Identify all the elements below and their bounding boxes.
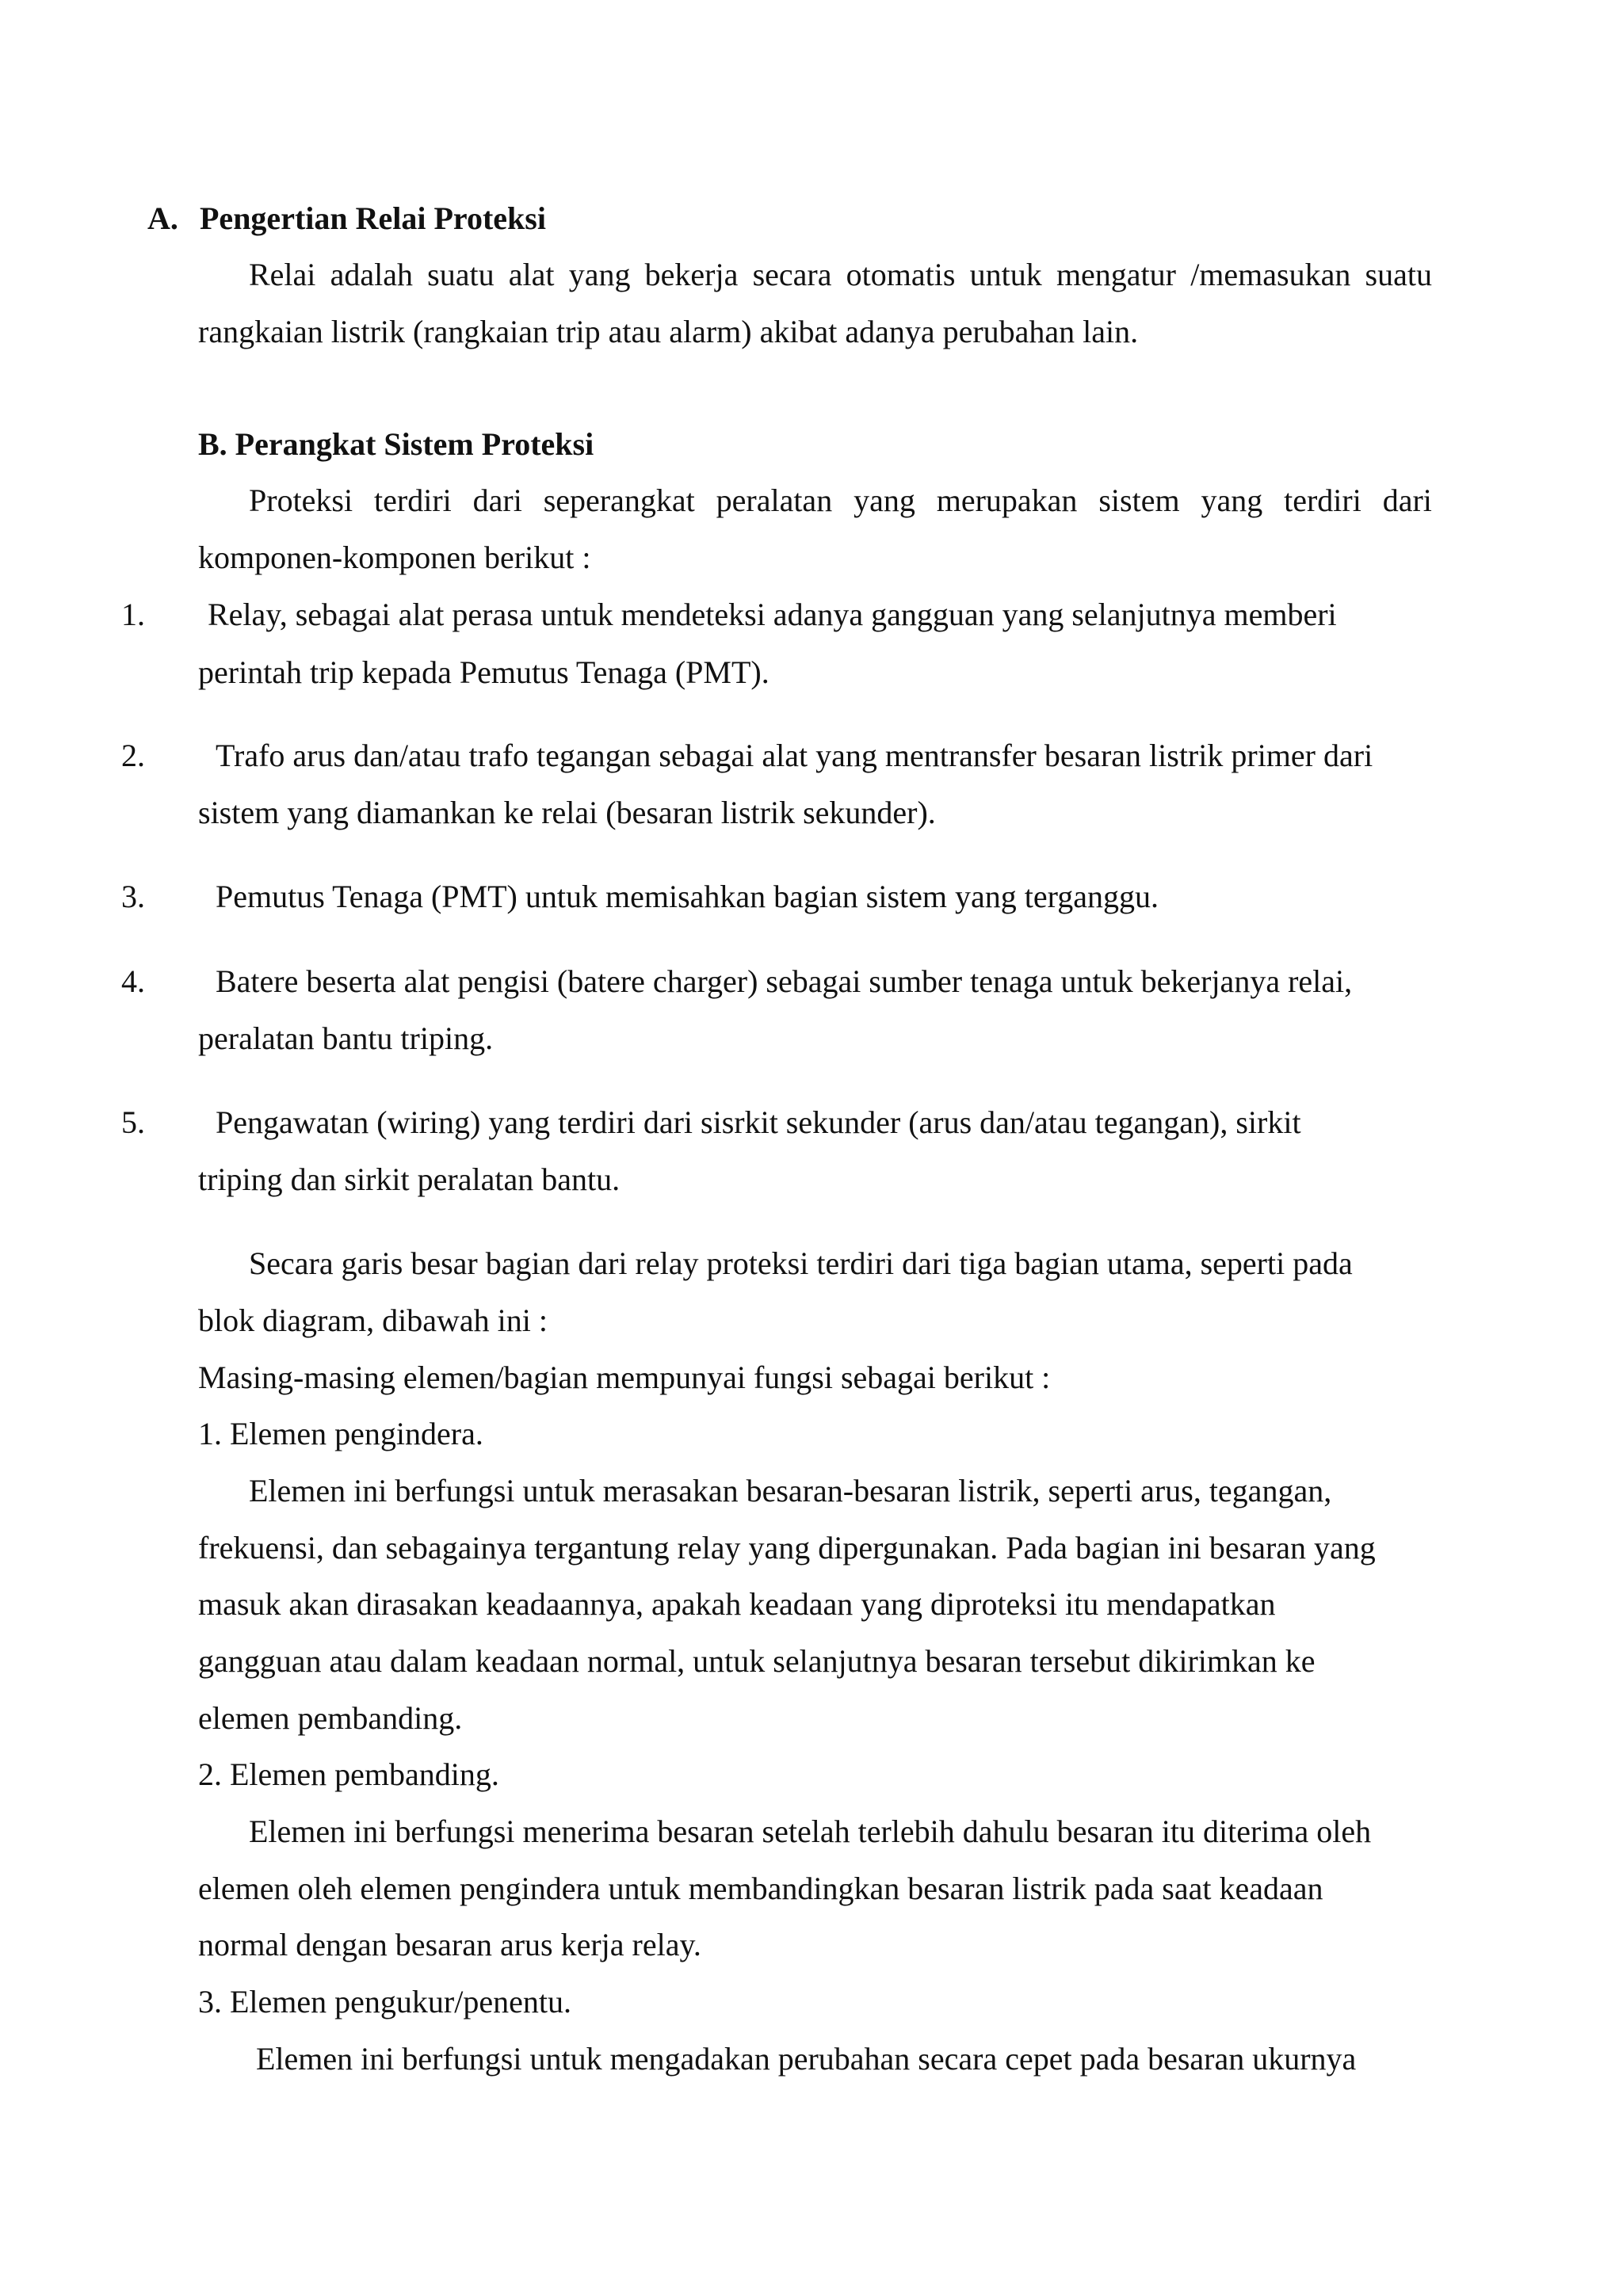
section-b-paragraph-line-2: komponen-komponen berikut :: [198, 540, 591, 575]
list-item-line-2: triping dan sirkit peralatan bantu.: [198, 1161, 621, 1197]
section-b-paragraph-line-1: [249, 482, 1432, 518]
justified-word: yang: [854, 482, 915, 518]
functions-line: Masing-masing elemen/bagian mempunyai fungsi sebagai berikut :: [198, 1360, 1051, 1395]
element-paragraph-line: masuk akan dirasakan keadaannya, apakah keadaan yang diproteksi itu mendapatkan: [198, 1586, 1276, 1622]
justified-word: /memasukan: [1190, 257, 1351, 292]
section-a-heading: Pengertian Relai Proteksi: [200, 200, 546, 236]
justified-word: alat: [508, 257, 555, 292]
section-b-heading: B. Perangkat Sistem Proteksi: [198, 426, 594, 462]
justified-word: bekerja: [644, 257, 739, 292]
section-a-paragraph-line-2: rangkaian listrik (rangkaian trip atau alarm) akibat adanya perubahan lain.: [198, 314, 1139, 349]
justified-word: suatu: [427, 257, 495, 292]
element-paragraph-line: elemen oleh elemen pengindera untuk membandingkan besaran listrik pada saat keadaan: [198, 1871, 1323, 1906]
list-item-line-2: peralatan bantu triping.: [198, 1020, 494, 1056]
element-paragraph-line: Elemen ini berfungsi menerima besaran setelah terlebih dahulu besaran itu diterima oleh: [249, 1814, 1372, 1849]
intro-line-2: blok diagram, dibawah ini :: [198, 1302, 548, 1338]
element-paragraph-line: Elemen ini berfungsi untuk merasakan besaran-besaran listrik, seperti arus, tegangan,: [249, 1473, 1332, 1508]
list-item-number: 5.: [121, 1104, 145, 1140]
list-item-number: 3.: [121, 879, 145, 914]
justified-word: yang: [1201, 482, 1263, 518]
list-item-line-2: sistem yang diamankan ke relai (besaran listrik sekunder).: [198, 795, 936, 830]
element-paragraph-line: elemen pembanding.: [198, 1700, 463, 1736]
justified-word: yang: [568, 257, 631, 292]
list-item-line-1: Relay, sebagai alat perasa untuk mendeteksi adanya gangguan yang selanjutnya memberi: [208, 597, 1337, 632]
justified-word: adalah: [330, 257, 413, 292]
list-item-line-1: Pengawatan (wiring) yang terdiri dari sisrkit sekunder (arus dan/atau tegangan), sirkit: [216, 1104, 1301, 1140]
list-item-line-1: Batere beserta alat pengisi (batere charger) sebagai sumber tenaga untuk bekerjanya relai,: [216, 963, 1353, 999]
list-item-line-1: Trafo arus dan/atau trafo tegangan sebagai alat yang mentransfer besaran listrik primer dari: [216, 738, 1373, 773]
list-item-line-1: Pemutus Tenaga (PMT) untuk memisahkan bagian sistem yang terganggu.: [216, 879, 1159, 914]
justified-word: seperangkat: [543, 482, 695, 518]
section-a-paragraph-line-1: [249, 259, 1432, 291]
intro-line-1: Secara garis besar bagian dari relay proteksi terdiri dari tiga bagian utama, seperti pada: [249, 1245, 1353, 1281]
justified-word: Proteksi: [249, 482, 353, 518]
section-a-marker: A.: [147, 200, 178, 236]
list-item-number: 2.: [121, 738, 145, 773]
list-item-line-2: perintah trip kepada Pemutus Tenaga (PMT).: [198, 654, 769, 690]
justified-word: untuk: [969, 257, 1042, 292]
justified-word: peralatan: [716, 482, 833, 518]
element-paragraph-line: Elemen ini berfungsi untuk mengadakan perubahan secara cepet pada besaran ukurnya: [256, 2041, 1357, 2077]
justified-word: terdiri: [374, 482, 452, 518]
justified-word: dari: [472, 482, 522, 518]
justified-word: dari: [1382, 482, 1432, 518]
justified-word: terdiri: [1284, 482, 1361, 518]
justified-word: suatu: [1365, 257, 1432, 292]
element-paragraph-line: normal dengan besaran arus kerja relay.: [198, 1927, 701, 1962]
element-title: 3. Elemen pengukur/penentu.: [198, 1984, 571, 2019]
element-paragraph-line: frekuensi, dan sebagainya tergantung relay yang dipergunakan. Pada bagian ini besaran yang: [198, 1530, 1376, 1566]
justified-word: secara: [752, 257, 832, 292]
justified-word: otomatis: [846, 257, 956, 292]
element-title: 2. Elemen pembanding.: [198, 1756, 499, 1792]
list-item-number: 1.: [121, 597, 145, 632]
element-title: 1. Elemen pengindera.: [198, 1416, 483, 1451]
justified-word: mengatur: [1056, 257, 1176, 292]
justified-word: Relai: [249, 257, 316, 292]
justified-word: merupakan: [936, 482, 1078, 518]
list-item-number: 4.: [121, 963, 145, 999]
justified-word: sistem: [1098, 482, 1180, 518]
element-paragraph-line: gangguan atau dalam keadaan normal, untuk selanjutnya besaran tersebut dikirimkan ke: [198, 1643, 1316, 1679]
